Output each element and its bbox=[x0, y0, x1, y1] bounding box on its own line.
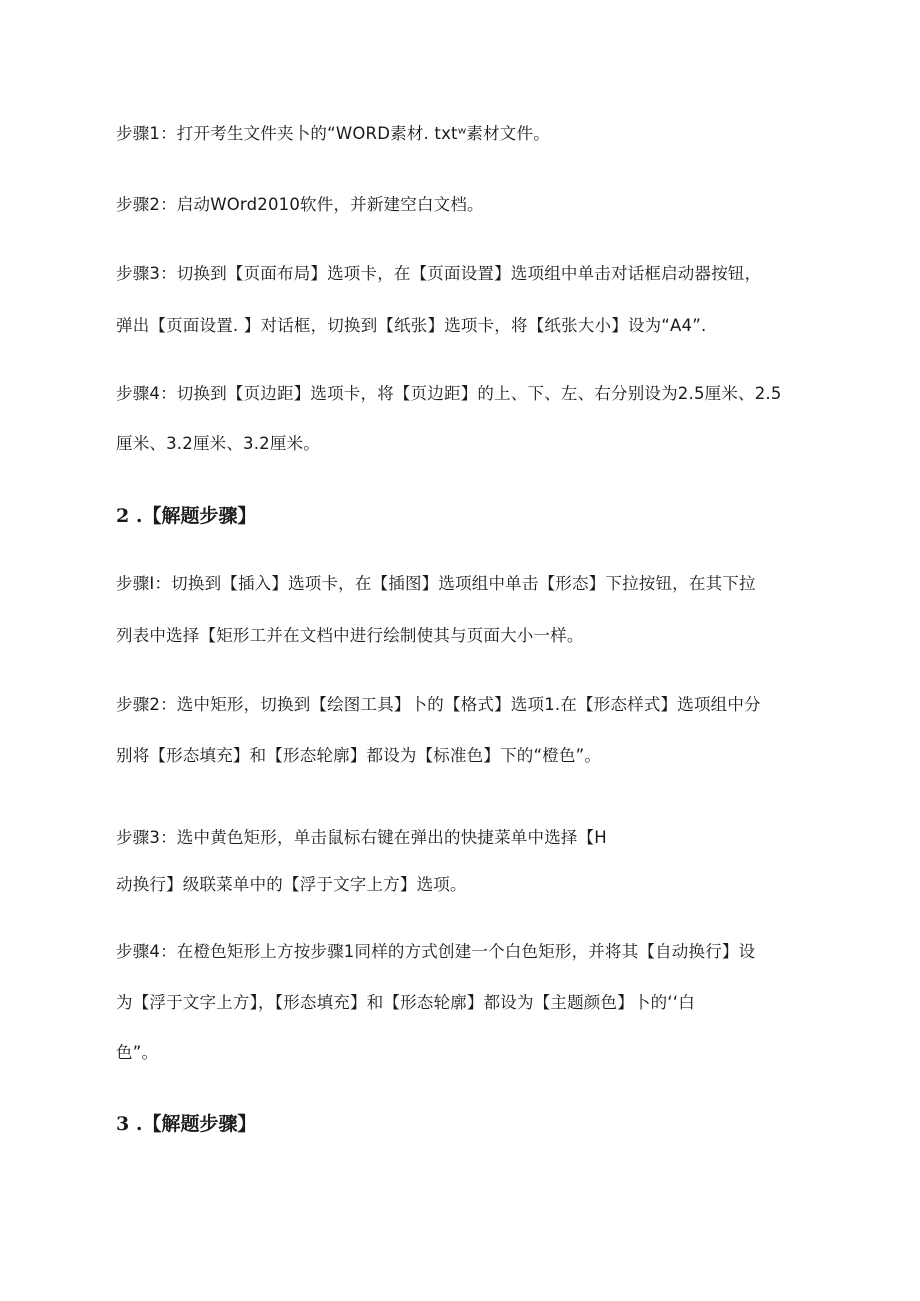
paragraph-line: 步骤4：在橙色矩形上方按步骤1同样的方式创建一个白色矩形，并将其【自动换行】设 bbox=[116, 942, 756, 961]
paragraph-line: 步骤4：切换到【页边距】选项卡，将【页边距】的上、下、左、右分别设为2.5厘米、2.5 bbox=[116, 384, 782, 403]
paragraph-line: 厘米、3.2厘米、3.2厘米。 bbox=[116, 434, 320, 453]
paragraph-line: 步骤1：打开考生文件夹卜的“WORD素材. txtʷ素材文件。 bbox=[116, 124, 550, 143]
section-heading: 3 .【解题步骤】 bbox=[116, 1113, 257, 1135]
section-heading: 2 .【解题步骤】 bbox=[116, 505, 257, 527]
paragraph-line: 步骤I：切换到【插入】选项卡，在【插图】选项组中单击【形态】下拉按钮，在其下拉 bbox=[116, 574, 756, 593]
paragraph-line: 步骤3：切换到【页面布局】选项卡，在【页面设置】选项组中单击对话框启动器按钮， bbox=[116, 264, 762, 283]
paragraph-line: 步骤3：选中黄色矩形，单击鼠标右键在弹出的快捷菜单中选择【H bbox=[116, 828, 607, 847]
paragraph-line: 步骤2：选中矩形，切换到【绘图工具】卜的【格式】选项1.在【形态样式】选项组中分 bbox=[116, 695, 761, 714]
paragraph-line: 步骤2：启动WOrd2010软件，并新建空白文档。 bbox=[116, 195, 484, 214]
paragraph-line: 别将【形态填充】和【形态轮廓】都设为【标准色】下的“橙色”。 bbox=[116, 746, 602, 765]
paragraph-line: 弹出【页面设置. 】对话框，切换到【纸张】选项卡，将【纸张大小】设为“A4”. bbox=[116, 316, 707, 335]
paragraph-line: 列表中选择【矩形工并在文档中进行绘制使其与页面大小一样。 bbox=[116, 626, 584, 645]
paragraph-line: 为【浮于文字上方】，【形态填充】和【形态轮廓】都设为【主题颜色】卜的‘‘白 bbox=[116, 993, 695, 1012]
paragraph-line: 动换行】级联菜单中的【浮于文字上方】选项。 bbox=[116, 875, 467, 894]
paragraph-line: 色”。 bbox=[116, 1043, 159, 1062]
